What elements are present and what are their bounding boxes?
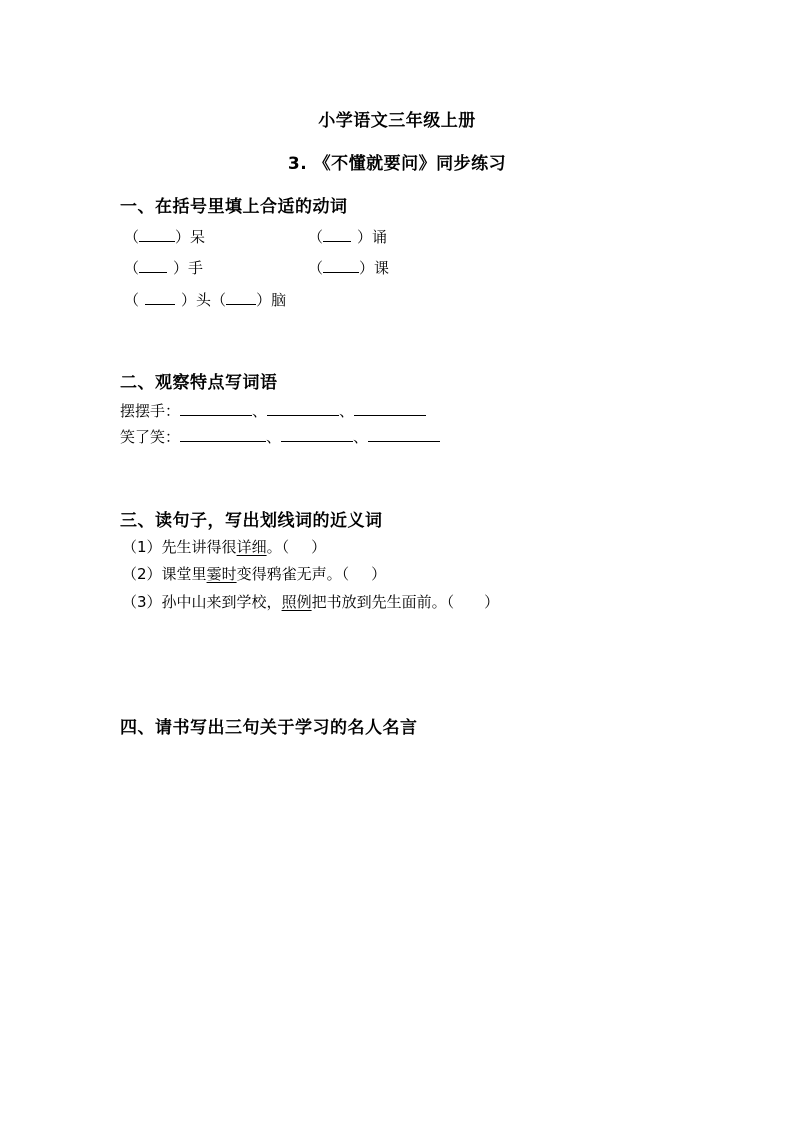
- answer-blank[interactable]: [368, 427, 440, 442]
- fill-item-3: [124, 258, 203, 278]
- close-paren: ）: [181, 291, 197, 309]
- separator: 、: [339, 402, 355, 420]
- sentence-number: （1）: [122, 538, 162, 556]
- row-label: 笑了笑：: [120, 428, 181, 446]
- fill-item-1: [124, 227, 205, 247]
- close-paren: ）: [371, 565, 387, 583]
- answer-blank[interactable]: [323, 258, 359, 273]
- close-paren: ）: [357, 228, 373, 246]
- fill-item-5: [124, 290, 286, 310]
- close-paren: ）: [484, 593, 500, 611]
- open-paren: （: [211, 291, 227, 309]
- separator: 、: [266, 428, 282, 446]
- close-paren: ）: [173, 259, 189, 277]
- open-paren: （: [124, 259, 140, 277]
- fill-item-4: [308, 258, 389, 278]
- sentence-text: 变得鸦雀无声。（: [236, 565, 350, 583]
- answer-blank[interactable]: [139, 258, 167, 273]
- open-paren: （: [124, 228, 140, 246]
- answer-blank[interactable]: [145, 290, 175, 305]
- close-paren: ）: [311, 538, 327, 556]
- sentence-1: [122, 537, 326, 557]
- sentence-text: 先生讲得很: [161, 538, 237, 556]
- sentence-3: [122, 592, 499, 612]
- separator: 、: [353, 428, 369, 446]
- word-row-1: [120, 401, 426, 421]
- sentence-2: [122, 564, 386, 584]
- underlined-word: 霎时: [206, 565, 237, 583]
- section2-heading: 二、观察特点写词语: [120, 373, 278, 393]
- sentence-text: 课堂里: [161, 565, 207, 583]
- open-paren: （: [308, 228, 324, 246]
- answer-blank[interactable]: [139, 227, 175, 242]
- answer-blank[interactable]: [323, 227, 351, 242]
- answer-blank[interactable]: [354, 401, 426, 416]
- sentence-text: 。（: [266, 538, 290, 556]
- fill-item-2: [308, 227, 387, 247]
- answer-blank[interactable]: [180, 427, 266, 442]
- open-paren: （: [308, 259, 324, 277]
- item-word: 课: [374, 259, 390, 277]
- item-word: 脑: [271, 291, 287, 309]
- sentence-number: （2）: [122, 565, 162, 583]
- close-paren: ）: [175, 228, 191, 246]
- separator: 、: [252, 402, 268, 420]
- sentence-text: 把书放到先生面前。（: [311, 593, 455, 611]
- page-title: 小学语文三年级上册: [318, 111, 476, 131]
- section3-heading: 三、读句子，写出划线词的近义词: [120, 511, 383, 531]
- open-paren: （: [124, 291, 140, 309]
- underlined-word: 照例: [281, 593, 312, 611]
- underlined-word: 详细: [236, 538, 267, 556]
- sentence-number: （3）: [122, 593, 162, 611]
- section4-heading: 四、请书写出三句关于学习的名人名言: [120, 718, 418, 738]
- item-word: 诵: [372, 228, 388, 246]
- close-paren: ）: [359, 259, 375, 277]
- answer-blank[interactable]: [281, 427, 353, 442]
- item-word: 呆: [190, 228, 206, 246]
- lesson-subtitle: 3. 《不懂就要问》同步练习: [287, 154, 507, 174]
- row-label: 摆摆手：: [120, 402, 181, 420]
- answer-blank[interactable]: [226, 290, 256, 305]
- sentence-text: 孙中山来到学校，: [161, 593, 282, 611]
- answer-blank[interactable]: [267, 401, 339, 416]
- answer-blank[interactable]: [180, 401, 252, 416]
- item-word: 手: [188, 259, 204, 277]
- word-row-2: [120, 427, 440, 447]
- section1-heading: 一、在括号里填上合适的动词: [120, 197, 348, 217]
- close-paren: ）: [256, 291, 272, 309]
- item-word: 头: [196, 291, 212, 309]
